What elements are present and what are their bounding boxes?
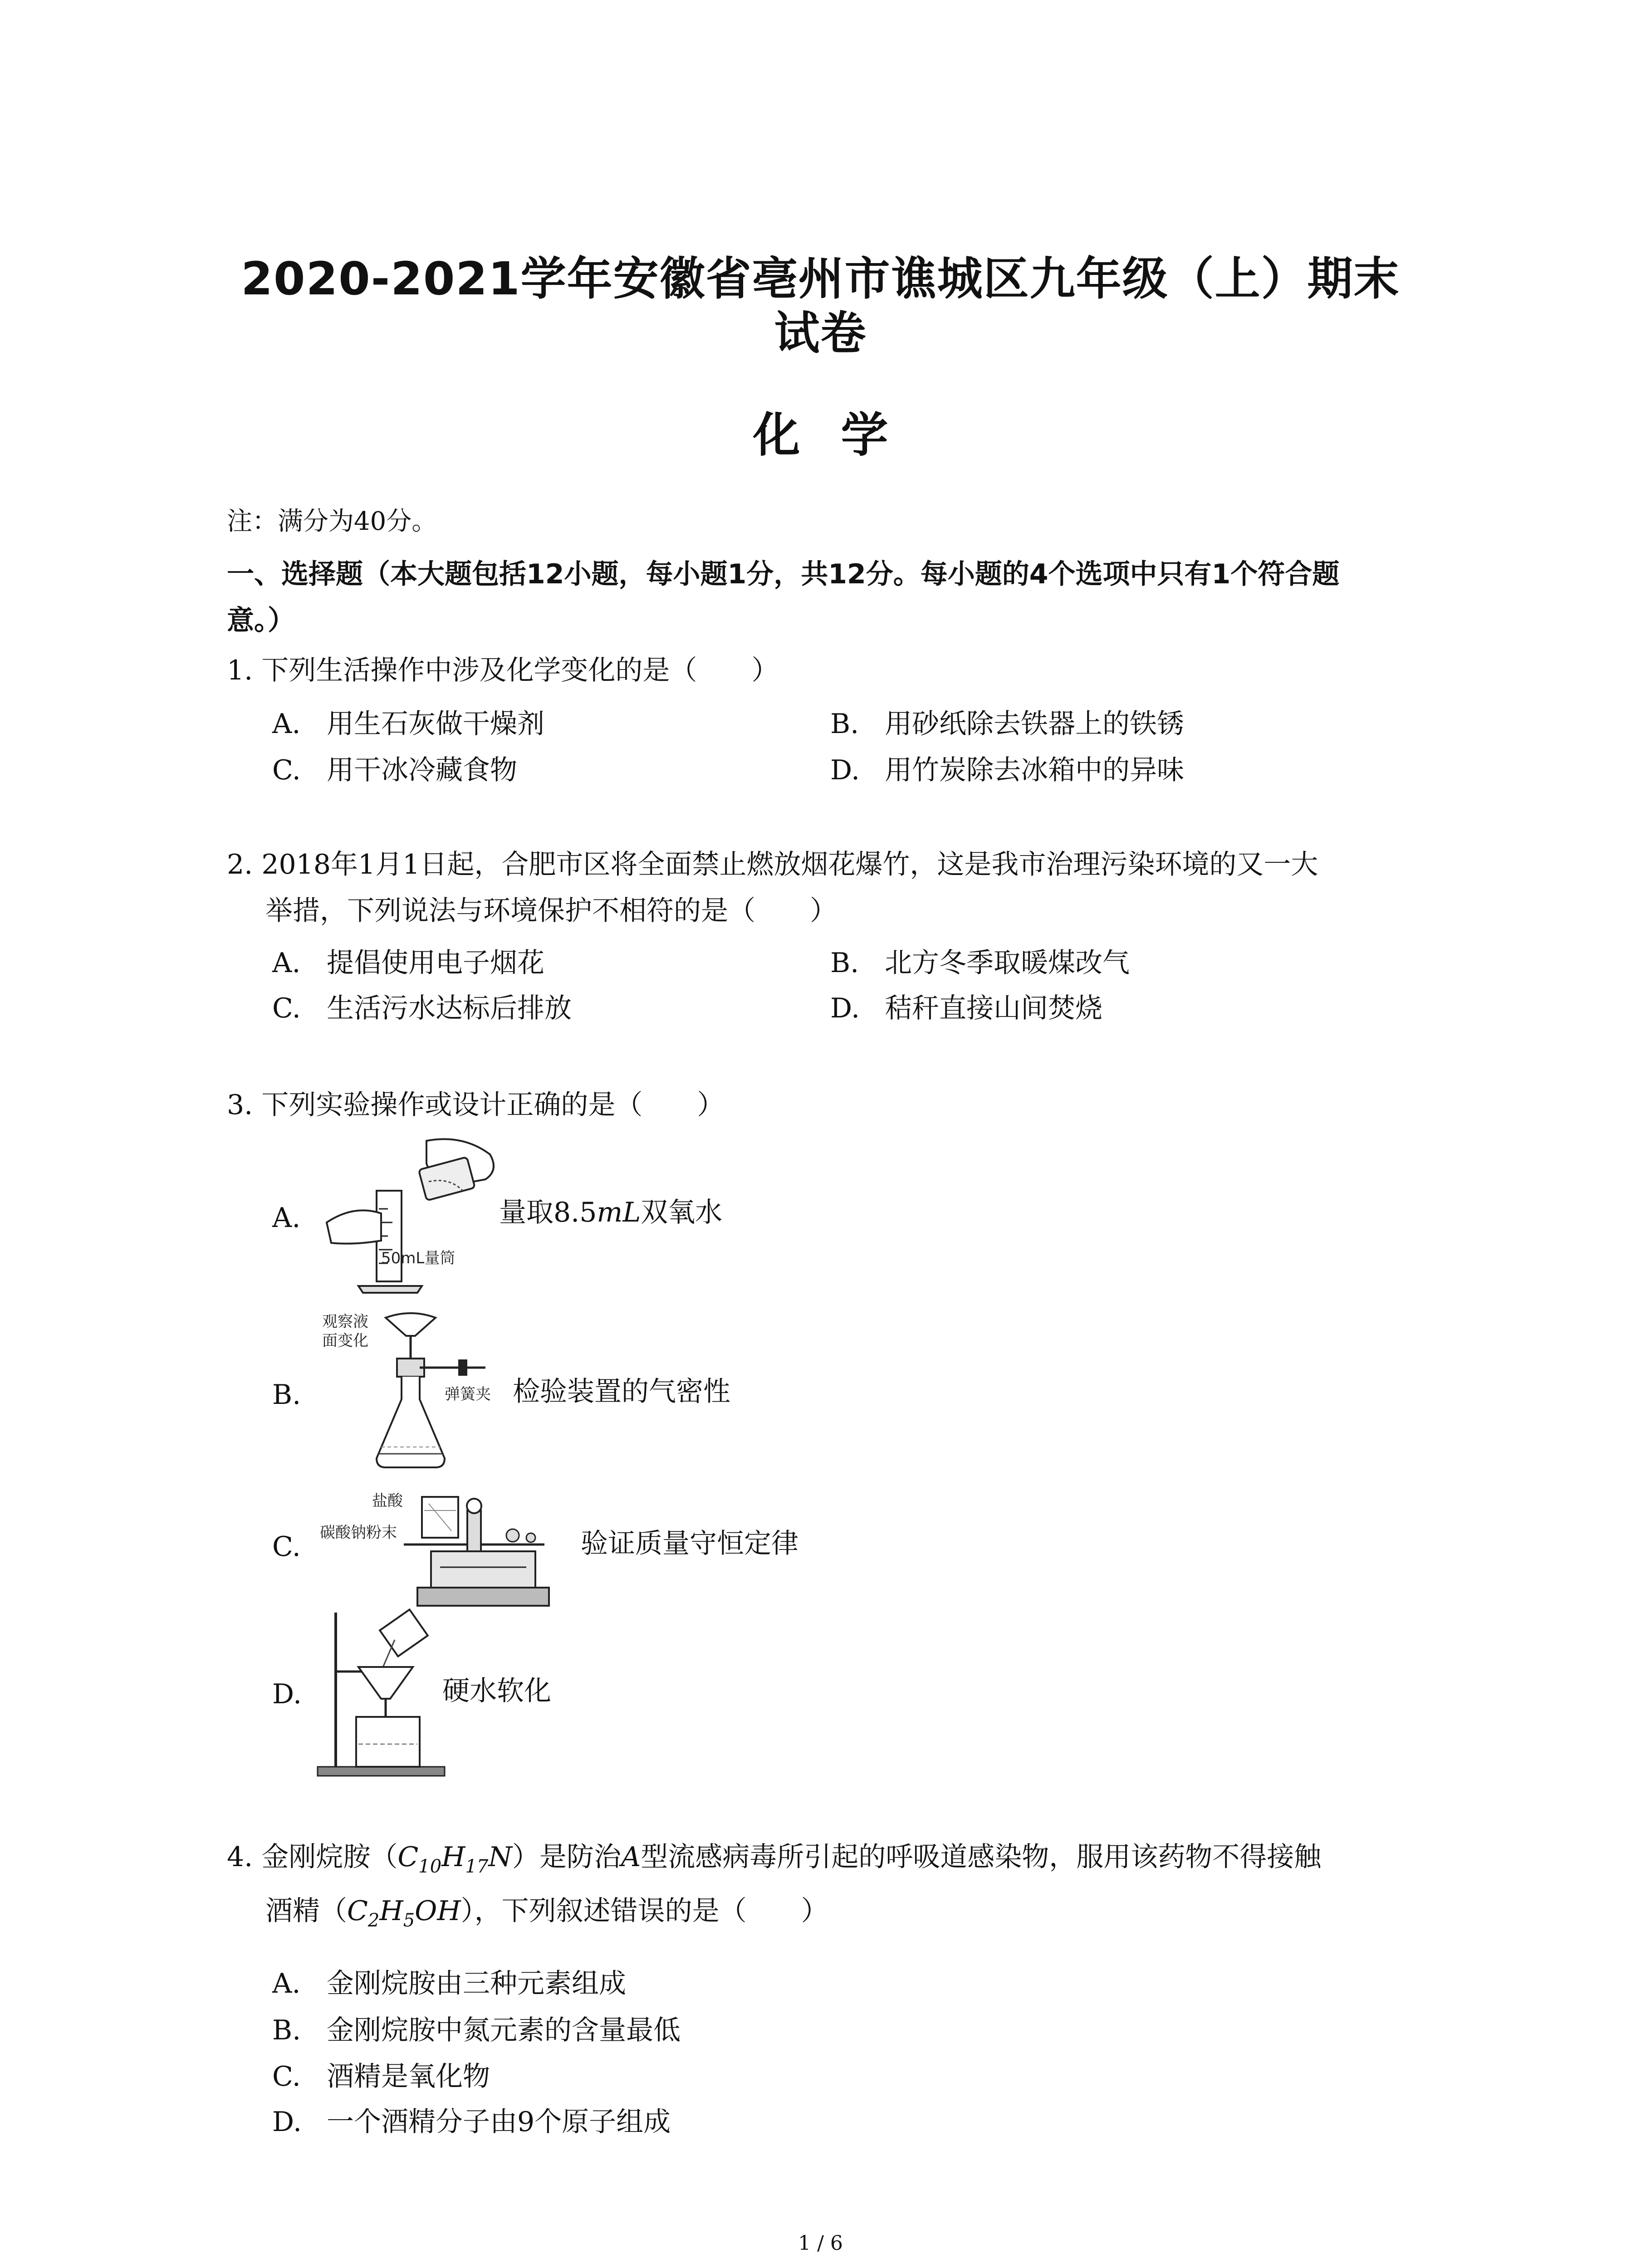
q3-option-b-caption: 检验装置的气密性 [513, 1376, 730, 1408]
q3-option-d-letter: D. [272, 1678, 302, 1710]
option-letter: B. [272, 2014, 301, 2046]
option-text: 用竹炭除去冰箱中的异味 [885, 754, 1184, 786]
option-letter: B. [830, 708, 859, 740]
label-observe-2: 面变化 [322, 1332, 368, 1350]
q1-option-a [272, 702, 544, 741]
option-text: 北方冬季取暖煤改气 [885, 947, 1130, 979]
option-text: 一个酒精分子由9个原子组成 [327, 2106, 671, 2138]
q3-option-c-caption: 验证质量守恒定律 [581, 1528, 798, 1559]
formula-symbol: C [397, 1841, 419, 1873]
formula-subscript: 2 [367, 1910, 380, 1931]
option-letter: B. [830, 947, 859, 979]
q1-option-c [272, 748, 517, 787]
q4-option-c [272, 2055, 490, 2094]
caption-unit: mL [597, 1197, 641, 1228]
question-4-stem [227, 1834, 1479, 1937]
cylinder-label: 50mL量筒 [381, 1249, 456, 1267]
formula-symbol: OH [415, 1895, 461, 1927]
q2-option-a [272, 941, 544, 980]
balance-scale-figure [318, 1488, 585, 1624]
option-letter: C. [272, 992, 301, 1024]
question-3-stem: 3. 下列实验操作或设计正确的是（ ） [227, 1089, 725, 1121]
section-heading-line-1: 一、选择题（本大题包括12小题，每小题1分，共12分。每小题的4个选项中只有1个符合题 [227, 558, 1340, 590]
title-line-1: 2020-2021学年安徽省亳州市谯城区九年级（上）期末 [241, 252, 1400, 305]
question-2-stem [227, 841, 1479, 934]
formula-symbol: H [441, 1841, 465, 1873]
option-text: 用砂纸除去铁器上的铁锈 [885, 708, 1184, 740]
airtightness-apparatus-figure [318, 1309, 508, 1476]
formula-symbol: H [379, 1895, 403, 1927]
formula-subscript: 5 [403, 1910, 415, 1931]
label-clip: 弹簧夹 [445, 1385, 491, 1403]
option-text: 秸秆直接山间焚烧 [885, 992, 1102, 1024]
option-letter: D. [830, 754, 860, 786]
option-text: 金刚烷胺中氮元素的含量最低 [327, 2014, 681, 2046]
q1-option-d [830, 748, 1184, 787]
stem-text: ）是防治 [512, 1841, 621, 1873]
q4-option-d [272, 2100, 671, 2139]
title-line-2: 试卷 [774, 307, 867, 360]
formula-symbol: C [347, 1895, 368, 1927]
option-text: 酒精是氧化物 [327, 2061, 490, 2092]
q2-stem-line-1: 2. 2018年1月1日起，合肥市区将全面禁止燃放烟花爆竹，这是我市治理污染环境的又一大 [227, 849, 1318, 880]
option-letter: C. [272, 754, 301, 786]
option-letter: D. [272, 2106, 302, 2138]
option-letter: C. [272, 2061, 301, 2092]
stem-text: 4. 金刚烷胺（ [227, 1841, 398, 1873]
label-observe-1: 观察液 [322, 1313, 368, 1331]
section-heading-line-2: 意。） [227, 605, 295, 636]
option-letter: A. [272, 947, 301, 979]
q3-option-b-letter: B. [272, 1379, 301, 1411]
formula-amantadine [397, 1841, 512, 1877]
formula-subscript: 17 [465, 1856, 489, 1877]
q4-stem-line-1 [227, 1834, 1479, 1883]
subject-char-1: 化 [753, 407, 800, 463]
q4-option-b [272, 2009, 681, 2048]
label-acid: 盐酸 [372, 1492, 403, 1510]
caption-text: 双氧水 [641, 1197, 723, 1228]
q4-stem-line-2 [227, 1888, 1479, 1937]
stem-text: 酒精（ [265, 1895, 347, 1927]
option-letter: A. [272, 1968, 301, 1999]
q3-option-a-caption [499, 1191, 722, 1230]
filtration-setup-figure [313, 1608, 449, 1783]
stem-text: ），下列叙述错误的是（ ） [460, 1895, 828, 1927]
q3-option-a-letter: A. [272, 1202, 301, 1234]
subject-heading [0, 397, 1641, 465]
q3-option-d-caption: 硬水软化 [442, 1675, 551, 1707]
option-text: 用干冰冷藏食物 [327, 754, 517, 786]
option-text: 提倡使用电子烟花 [327, 947, 544, 979]
question-1-stem: 1. 下列生活操作中涉及化学变化的是（ ） [227, 655, 779, 686]
score-note: 注：满分为40分。 [227, 507, 437, 536]
stem-text: 型流感病毒所引起的呼吸道感染物，服用该药物不得接触 [641, 1841, 1322, 1873]
graduated-cylinder-figure [313, 1136, 504, 1309]
subject-char-2: 学 [841, 407, 888, 463]
q2-stem-line-2: 举措，下列说法与环境保护不相符的是（ ） [265, 895, 837, 927]
option-text: 用生石灰做干燥剂 [327, 708, 544, 740]
q1-option-b [830, 702, 1184, 741]
q2-option-c [272, 987, 572, 1026]
stem-italic: A [621, 1841, 641, 1873]
option-letter: D. [830, 992, 860, 1024]
q2-option-b [830, 941, 1130, 980]
q3-option-c-letter: C. [272, 1531, 301, 1563]
q2-option-d [830, 987, 1102, 1026]
formula-subscript: 10 [418, 1856, 442, 1877]
page-title [0, 252, 1641, 361]
q4-option-a [272, 1962, 626, 2001]
label-powder: 碳酸钠粉末 [320, 1524, 397, 1542]
formula-symbol: N [488, 1841, 512, 1873]
option-text: 金刚烷胺由三种元素组成 [327, 1968, 626, 1999]
section-heading [227, 551, 1484, 644]
option-letter: A. [272, 708, 301, 740]
option-text: 生活污水达标后排放 [327, 992, 572, 1024]
caption-text: 量取8.5 [499, 1197, 597, 1228]
page-number: 1 / 6 [798, 2232, 843, 2255]
formula-ethanol [347, 1895, 461, 1931]
